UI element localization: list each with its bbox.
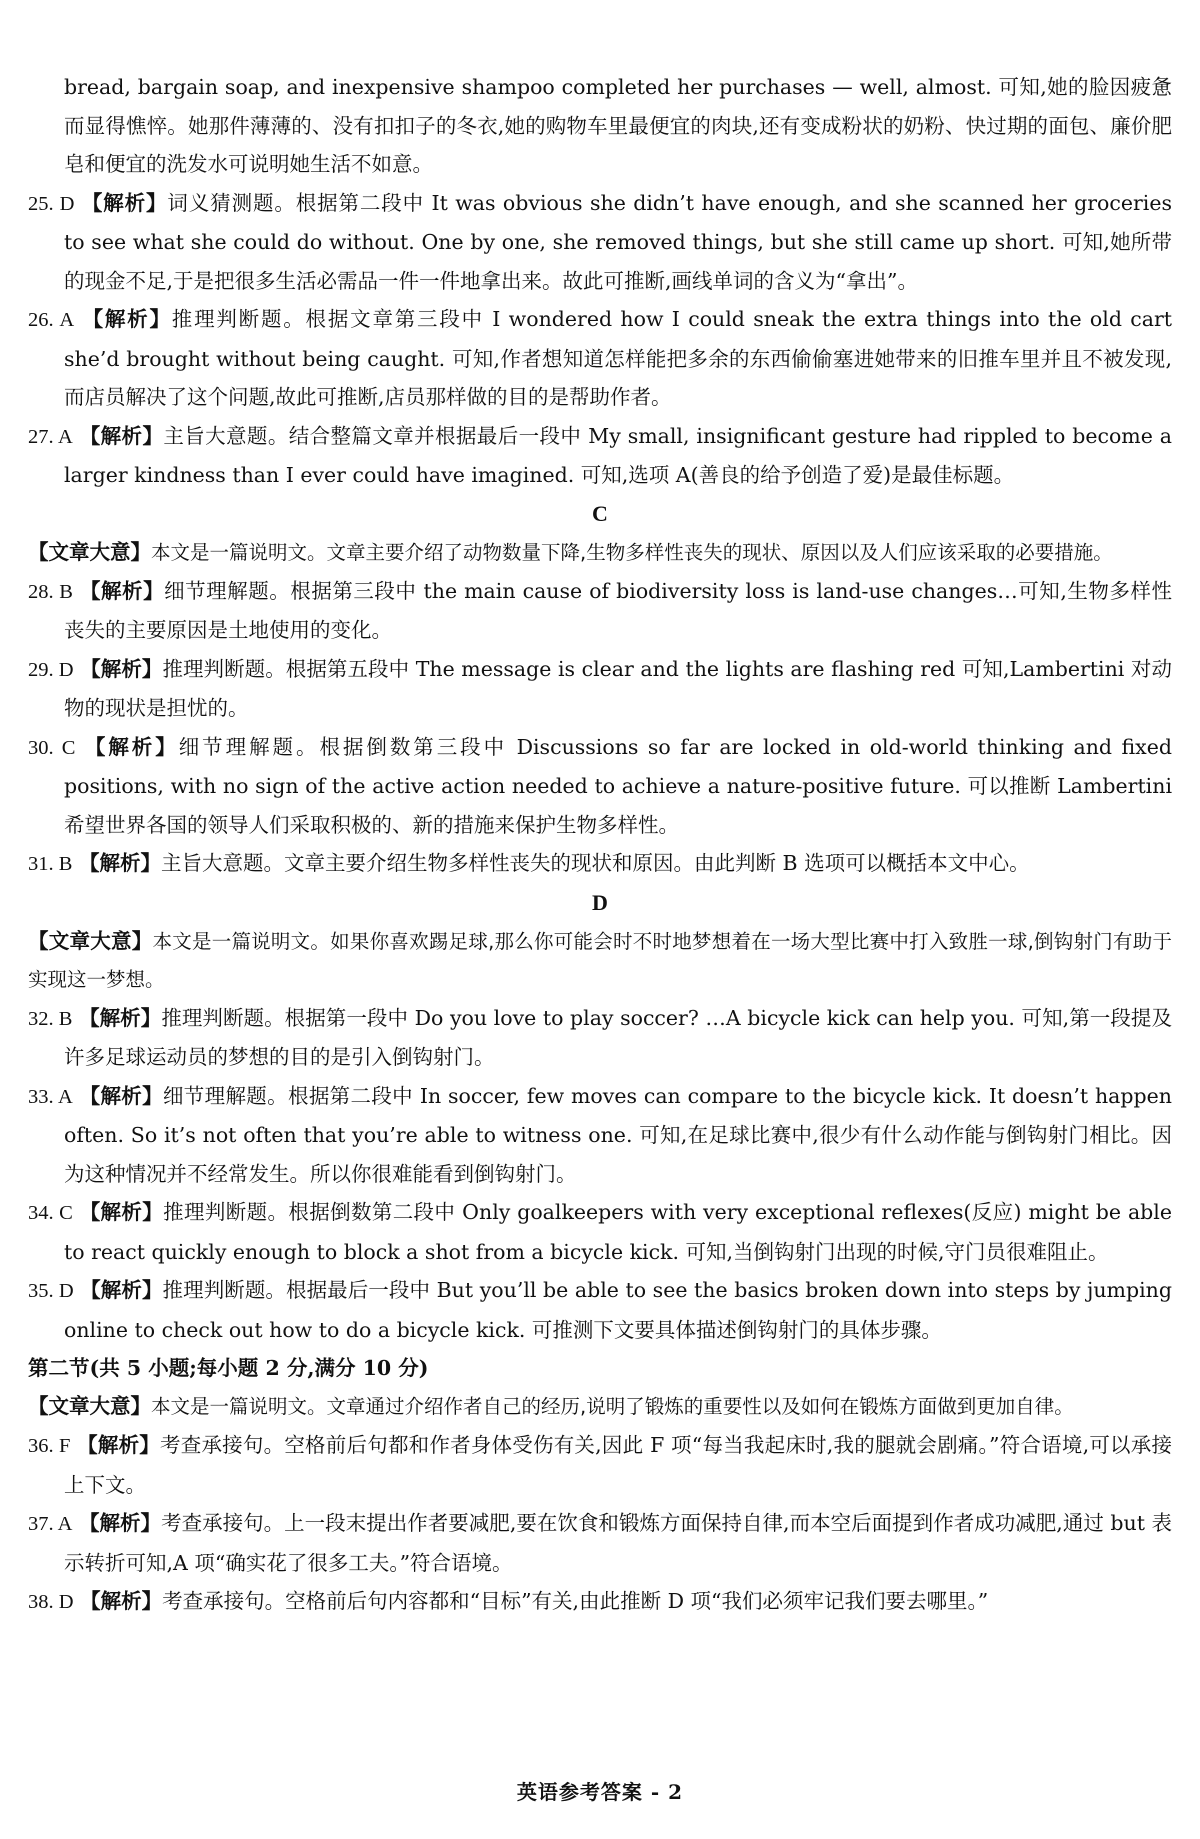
summary-tag: 【文章大意】 [28, 539, 151, 564]
jiexi-tag: 【解析】 [77, 1433, 161, 1457]
jiexi-tag: 【解析】 [78, 851, 161, 875]
section-d-items [28, 999, 1172, 1350]
answer-item-32: 32. B 【解析】推理判断题。根据第一段中 Do you love to play soccer? …A bicycle kick can help you. 可知,第一段提及许多足球运动员的梦想的目的是引入倒钩射门。 [28, 1005, 1172, 1069]
jiexi-tag: 【解析】 [79, 1005, 162, 1030]
answer-item-35: 35. D 【解析】推理判断题。根据最后一段中 But you’ll be able to see the basics broken down into steps by jumping online to check out how to do a bicycle kick. 可推测下文要具体描述倒钩射门的具体步骤。 [28, 1278, 1173, 1342]
jiexi-tag: 【解析】 [79, 423, 164, 448]
jiexi-tag: 【解析】 [80, 578, 165, 603]
section-c-heading: C [592, 500, 608, 526]
answer-item-33: 33. A 【解析】细节理解题。根据第二段中 In soccer, few moves can compare to the bicycle kick. It doesn’t happen often. So it’s not often that you’re able to witness one. 可知,在足球比赛中,很少有什么动作能与倒钩射门相比。因为这种情况并不经常发生。所以你很难能看到倒钩射门。 [28, 1083, 1172, 1186]
jiexi-tag: 【解析】 [79, 1200, 164, 1224]
section-2-items [28, 1426, 1172, 1622]
jiexi-tag: 【解析】 [80, 656, 163, 681]
answer-item-25: 25. D 【解析】词义猜测题。根据第二段中 It was obvious she didn’t have enough, and she scanned her groceries to see what she could do without. One by one, she removed things, but she still came up short. 可知,她所带的现金不足,于是把很多生活必需品一件一件地拿出来。故此可推断,画线单词的含义为“拿出”。 [28, 190, 1172, 293]
section-2-summary: 【文章大意】本文是一篇说明文。文章通过介绍作者自己的经历,说明了锻炼的重要性以及如何在锻炼方面做到更加自律。 [28, 1394, 1074, 1418]
jiexi-tag: 【解析】 [80, 1278, 163, 1302]
jiexi-tag: 【解析】 [82, 307, 172, 331]
jiexi-tag: 【解析】 [79, 1083, 163, 1108]
page-footer: 英语参考答案 - 2 [516, 1780, 684, 1804]
answer-item-34: 34. C 【解析】推理判断题。根据倒数第二段中 Only goalkeepers with very exceptional reflexes(反应) might be able to react quickly enough to block a shot from a bicycle kick. 可知,当倒钩射门出现的时候,守门员很难阻止。 [28, 1200, 1172, 1264]
summary-tag: 【文章大意】 [28, 1394, 151, 1418]
answer-item-26: 26. A 【解析】推理判断题。根据文章第三段中 I wondered how I could sneak the extra things into the old cart she’d brought without being caught. 可知,作者想知道怎样能把多余的东西偷偷塞进她带来的旧推车里并且不被发现,而店员解决了这个问题,故此可推断,店员那样做的目的是帮助作者。 [28, 307, 1172, 409]
section-d-summary: 【文章大意】本文是一篇说明文。如果你喜欢踢足球,那么你可能会时不时地梦想着在一场大型比赛中打入致胜一球,倒钩射门有助于实现这一梦想。 [28, 928, 1173, 991]
jiexi-tag: 【解析】 [81, 190, 168, 215]
jiexi-tag: 【解析】 [79, 1511, 162, 1535]
answer-item-30: 30. C 【解析】细节理解题。根据倒数第三段中 Discussions so far are locked in old-world thinking and fixed positions, with no sign of the active action needed to achieve a nature-positive future. 可以推断 Lambertini 希望世界各国的领导人们采取积极的、新的措施来保护生物多样性。 [28, 734, 1172, 837]
answer-item-28: 28. B 【解析】细节理解题。根据第三段中 the main cause of biodiversity loss is land-use changes…可知,生物多样性丧失的主要原因是土地使用的变化。 [28, 578, 1172, 642]
answer-item-38: 38. D 【解析】考查承接句。空格前后句内容都和“目标”有关,由此推断 D 项“我们必须牢记我们要去哪里。” [28, 1589, 989, 1613]
jiexi-tag: 【解析】 [80, 1589, 163, 1613]
section-d-heading: D [592, 889, 608, 915]
jiexi-tag: 【解析】 [84, 734, 179, 759]
answer-item-37: 37. A 【解析】考查承接句。上一段末提出作者要减肥,要在饮食和锻炼方面保持自律,而本空后面提到作者成功减肥,通过 but 表示转折可知,A 项“确实花了很多工夫。”符合语境。 [28, 1511, 1172, 1575]
answer-item-31: 31. B 【解析】主旨大意题。文章主要介绍生物多样性丧失的现状和原因。由此判断 B 选项可以概括本文中心。 [28, 851, 1030, 875]
answer-item-29: 29. D 【解析】推理判断题。根据第五段中 The message is clear and the lights are flashing red 可知,Lambertini 对动物的现状是担忧的。 [28, 656, 1172, 720]
section-c-summary: 【文章大意】本文是一篇说明文。文章主要介绍了动物数量下降,生物多样性丧失的现状、原因以及人们应该采取的必要措施。 [28, 539, 1113, 564]
section-b-items [28, 184, 1172, 495]
section-2-title: 第二节(共 5 小题;每小题 2 分,满分 10 分) [28, 1356, 429, 1380]
intro-paragraph: bread, bargain soap, and inexpensive shampoo completed her purchases — well, almost. 可知,她的脸因疲惫而显得憔悴。她那件薄薄的、没有扣扣子的冬衣,她的购物车里最便宜的肉块,还有变成粉状的奶粉、快过期的面包、廉价肥皂和便宜的洗发水可说明她生活不如意。 [64, 75, 1172, 176]
answer-item-36: 36. F 【解析】考查承接句。空格前后句都和作者身体受伤有关,因此 F 项“每当我起床时,我的腿就会剧痛。”符合语境,可以承接上下文。 [28, 1433, 1173, 1497]
answer-item-27: 27. A 【解析】主旨大意题。结合整篇文章并根据最后一段中 My small, insignificant gesture had rippled to become a larger kindness than I ever could have imagined. 可知,选项 A(善良的给予创造了爱)是最佳标题。 [28, 423, 1172, 487]
section-c-items [28, 572, 1172, 884]
summary-tag: 【文章大意】 [28, 928, 153, 953]
